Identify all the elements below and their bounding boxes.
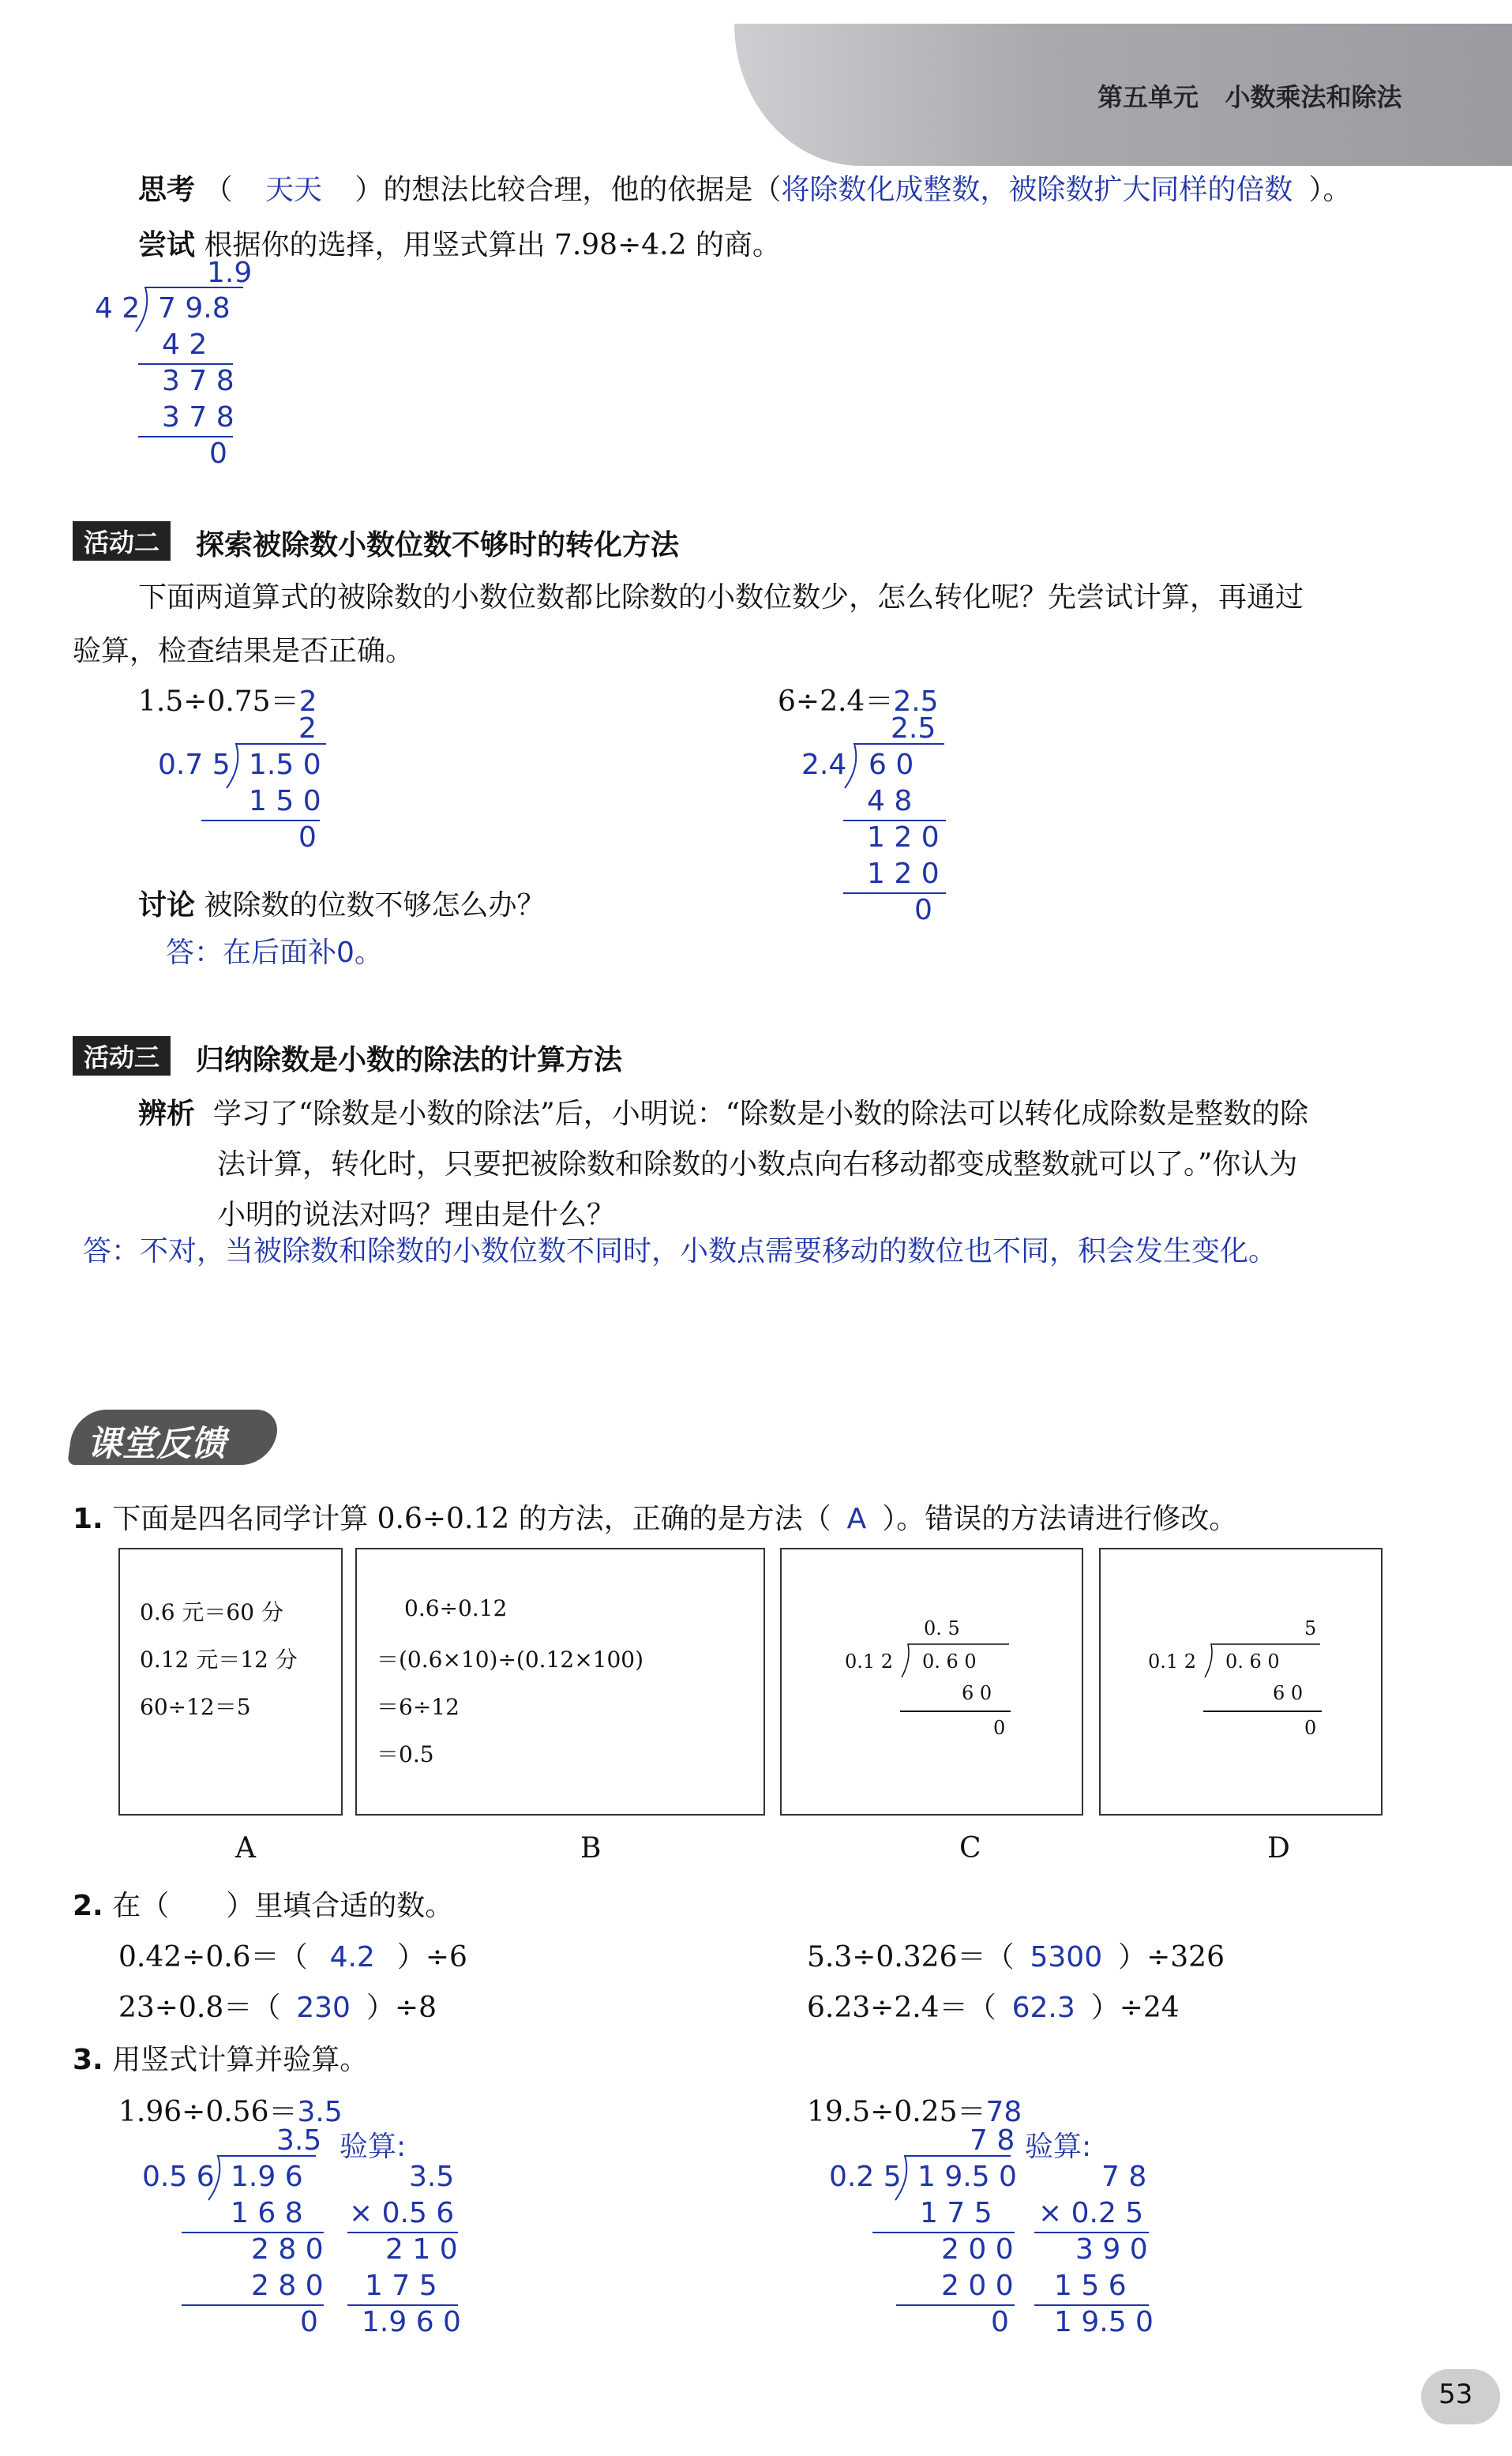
activity3-answer: 答：不对，当被除数和除数的小数位数不同时，小数点需要移动的数位也不同，积会发生变化。 bbox=[83, 1235, 1278, 1267]
method-b-label: B bbox=[580, 1832, 602, 1865]
method-d-row: 0 bbox=[1304, 1717, 1317, 1739]
q3-right-row: 0 bbox=[991, 2306, 1009, 2338]
try-line: 尝试 根据你的选择，用竖式算出 7.98÷4.2 的商。 bbox=[138, 229, 781, 261]
q3-left-quotient: 3.5 bbox=[276, 2124, 322, 2157]
q1-line: 1. 下面是四名同学计算 0.6÷0.12 的方法，正确的是方法（ A ）。错误的方法请进行修改。 bbox=[73, 1503, 1238, 1535]
q3-left-check: 1.9 6 0 bbox=[362, 2306, 461, 2338]
ex1-quotient: 2 bbox=[298, 712, 317, 745]
div1-row: 0 bbox=[209, 437, 227, 470]
method-b-box bbox=[355, 1548, 765, 1816]
ex1-row: 0 bbox=[298, 821, 317, 854]
ex2-row: 1 2 0 bbox=[867, 821, 940, 854]
ex1-divisor: 0.7 5 bbox=[158, 749, 231, 781]
q3-left-dividend: 1.9 6 bbox=[231, 2161, 303, 2193]
method-c-row: 0 bbox=[993, 1717, 1006, 1739]
method-a-label: A bbox=[235, 1832, 256, 1865]
div1-quotient: 1.9 bbox=[207, 257, 253, 289]
method-c-rule bbox=[900, 1711, 1011, 1712]
q3-left-check-label: 验算: bbox=[340, 2131, 407, 2163]
q3-right-quotient: 7 8 bbox=[970, 2124, 1015, 2157]
q3-right-check: 3 9 0 bbox=[1075, 2233, 1148, 2266]
q3-right-expression: 19.5÷0.25＝78 bbox=[807, 2096, 1022, 2128]
method-b-line: ＝6÷12 bbox=[377, 1694, 460, 1720]
q2-line: 2. 在（ ）里填合适的数。 bbox=[73, 1890, 454, 1922]
method-c-label: C bbox=[959, 1832, 981, 1865]
method-d-rule bbox=[1203, 1711, 1322, 1712]
ex1-expression: 1.5÷0.75＝2 bbox=[138, 685, 317, 718]
activity2-title: 探索被除数小数位数不够时的转化方法 bbox=[196, 529, 680, 561]
div1-row: 3 7 8 bbox=[162, 401, 234, 434]
method-a-line: 60÷12＝5 bbox=[140, 1694, 251, 1720]
q3-line: 3. 用竖式计算并验算。 bbox=[73, 2044, 369, 2076]
method-d-quotient: 5 bbox=[1304, 1617, 1317, 1639]
q3-right-check-label: 验算: bbox=[1025, 2131, 1092, 2163]
method-c-divisor: 0.1 2 bbox=[845, 1650, 894, 1673]
q3-left-row: 2 8 0 bbox=[251, 2233, 324, 2266]
q3-right-check: × 0.2 5 bbox=[1038, 2197, 1144, 2229]
page-number: 53 bbox=[1439, 2379, 1473, 2410]
q3-left-row: 0 bbox=[300, 2306, 318, 2338]
method-d-row: 6 0 bbox=[1273, 1682, 1304, 1704]
q2-d: 6.23÷2.4＝（ 62.3 ）÷24 bbox=[807, 1992, 1180, 2024]
method-d-box bbox=[1099, 1548, 1383, 1816]
method-b-line: ＝(0.6×10)÷(0.12×100) bbox=[377, 1647, 644, 1673]
method-d-dividend: 0. 6 0 bbox=[1225, 1650, 1280, 1673]
q3-left-check: × 0.5 6 bbox=[349, 2197, 455, 2229]
div1-row: 3 7 8 bbox=[162, 365, 234, 397]
method-d-divisor: 0.1 2 bbox=[1148, 1650, 1197, 1673]
q2-a: 0.42÷0.6＝（ 4.2 ）÷6 bbox=[118, 1941, 467, 1973]
activity2-paragraph: 下面两道算式的被除数的小数位数都比除数的小数位数少，怎么转化呢？先尝试计算，再通过 bbox=[138, 581, 1304, 614]
ex2-row: 0 bbox=[914, 894, 932, 926]
feedback-title: 课堂反馈 bbox=[87, 1424, 226, 1464]
q3-left-divisor: 0.5 6 bbox=[142, 2161, 215, 2193]
method-a-box bbox=[118, 1548, 343, 1816]
activity3-title: 归纳除数是小数的除法的计算方法 bbox=[196, 1044, 623, 1076]
method-c-box bbox=[780, 1548, 1083, 1816]
method-b-line: 0.6÷0.12 bbox=[404, 1595, 508, 1621]
q3-right-row: 1 7 5 bbox=[920, 2197, 992, 2229]
method-c-row: 6 0 bbox=[962, 1682, 992, 1704]
activity3-badge: 活动三 bbox=[73, 1036, 171, 1076]
q2-c: 23÷0.8＝（ 230 ）÷8 bbox=[118, 1992, 437, 2024]
q3-left-check: 3.5 bbox=[409, 2161, 455, 2193]
ex2-quotient: 2.5 bbox=[891, 712, 936, 745]
ex2-dividend: 6 0 bbox=[869, 749, 914, 781]
div1-row: 4 2 bbox=[162, 329, 208, 361]
discuss-answer: 答：在后面补0。 bbox=[166, 937, 383, 969]
ex2-row: 4 8 bbox=[867, 785, 913, 817]
ex1-row: 1 5 0 bbox=[249, 785, 321, 817]
activity2-paragraph: 验算，检查结果是否正确。 bbox=[73, 635, 415, 667]
q3-right-check: 1 5 6 bbox=[1054, 2270, 1127, 2302]
activity3-paragraph: 法计算，转化时，只要把被除数和除数的小数点向右移动都变成整数就可以了。”你认为 bbox=[217, 1148, 1298, 1181]
q3-right-row: 2 0 0 bbox=[941, 2233, 1014, 2266]
div1-divisor: 4 2 bbox=[95, 292, 141, 325]
method-c-quotient: 0. 5 bbox=[924, 1617, 960, 1639]
activity2-badge: 活动二 bbox=[73, 521, 171, 561]
activity3-paragraph: 小明的说法对吗？理由是什么？ bbox=[217, 1199, 616, 1231]
method-a-line: 0.6 元＝60 分 bbox=[140, 1599, 283, 1625]
ex1-dividend: 1.5 0 bbox=[249, 749, 321, 781]
q3-left-check: 1 7 5 bbox=[365, 2270, 437, 2302]
q3-right-row: 2 0 0 bbox=[941, 2270, 1014, 2302]
q2-b: 5.3÷0.326＝（ 5300 ）÷326 bbox=[807, 1941, 1225, 1973]
q3-left-expression: 1.96÷0.56＝3.5 bbox=[118, 2096, 343, 2128]
think-line: 思考 （ 天天 ）的想法比较合理，他的依据是（将除数化成整数，被除数扩大同样的倍数 ）。 bbox=[138, 174, 1352, 206]
ex2-divisor: 2.4 bbox=[801, 749, 847, 781]
q3-right-check: 1 9.5 0 bbox=[1054, 2306, 1154, 2338]
ex2-row: 1 2 0 bbox=[867, 858, 940, 890]
activity3-paragraph: 辨析 学习了“除数是小数的除法”后，小明说：“除数是小数的除法可以转化成除数是整数的除 bbox=[138, 1098, 1309, 1130]
ex2-expression: 6÷2.4＝2.5 bbox=[778, 685, 939, 718]
method-d-label: D bbox=[1267, 1832, 1290, 1865]
header-title: 第五单元 小数乘法和除法 bbox=[1097, 82, 1402, 112]
q3-right-divisor: 0.2 5 bbox=[829, 2161, 902, 2193]
discuss-line: 讨论 被除数的位数不够怎么办？ bbox=[138, 889, 546, 922]
q3-left-row: 2 8 0 bbox=[251, 2270, 324, 2302]
q3-left-row: 1 6 8 bbox=[231, 2197, 303, 2229]
div1-dividend: 7 9.8 bbox=[158, 292, 231, 325]
method-c-dividend: 0. 6 0 bbox=[922, 1650, 977, 1673]
method-b-line: ＝0.5 bbox=[377, 1741, 434, 1767]
q3-left-check: 2 1 0 bbox=[385, 2233, 458, 2266]
q3-right-dividend: 1 9.5 0 bbox=[917, 2161, 1017, 2193]
method-a-line: 0.12 元＝12 分 bbox=[140, 1647, 298, 1673]
q3-right-check: 7 8 bbox=[1101, 2161, 1147, 2193]
